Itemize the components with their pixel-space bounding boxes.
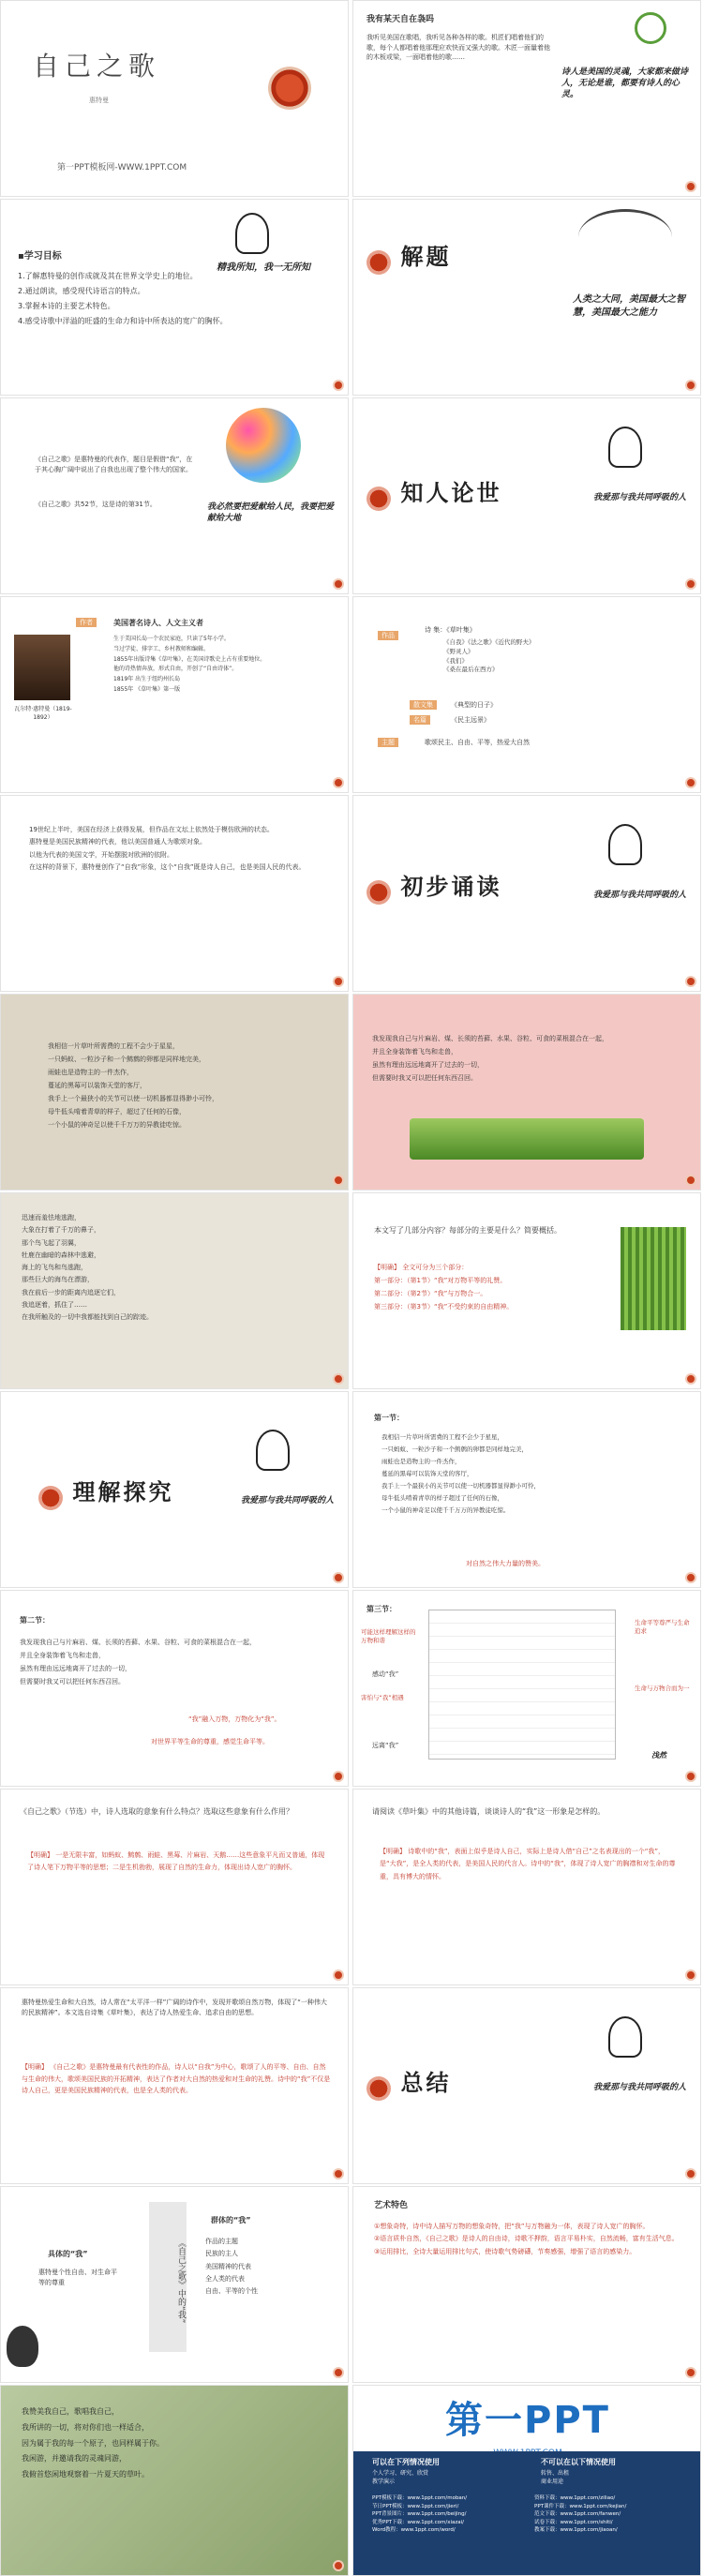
slide-3[interactable] (0, 199, 349, 396)
work-item: 《桑在最后在西方》 (443, 666, 499, 674)
slide-10[interactable] (352, 795, 701, 992)
slide-17[interactable] (0, 1590, 349, 1787)
nav-dot-icon (333, 1969, 344, 1981)
theme: 歌颂民主、自由、平等，热爱大自然 (425, 739, 530, 746)
poem-line: 母牛低头啃着青草的样子超过了任何的石像， (381, 1494, 503, 1502)
title-block (33, 48, 160, 105)
col2-list (541, 2470, 569, 2486)
slide-6[interactable] (352, 397, 701, 594)
point-item: 1855年 《草叶集》第一版 (113, 685, 181, 693)
col2-item: 转售、出租 (541, 2470, 570, 2477)
figure-icon (256, 1430, 290, 1471)
slide-13[interactable] (0, 1192, 349, 1389)
link-item[interactable]: PPT模板下载：www.1ppt.com/moban/ (372, 2495, 468, 2501)
poem-line: 一个小鼠的神奇足以使千千万万的异教徒吃惊。 (381, 1506, 510, 1514)
goal-item: 4.感受诗歌中洋溢的旺盛的生命力和诗中所表达的宽广的胸怀。 (18, 317, 228, 325)
info-panel (353, 2451, 701, 2576)
right-item: 民族的主人 (205, 2250, 238, 2258)
answer-text: 全文可分为三个部分： (402, 1264, 469, 1271)
poem-line: 我在前后一步的距离内追逐它们， (22, 1288, 120, 1296)
right-label: 群体的“我” (211, 2216, 251, 2224)
figure-icon (235, 213, 269, 254)
tag-label: 作者 (76, 618, 97, 627)
poem-line: 蔓延的黑莓可以装饰天堂的客厅， (381, 1470, 473, 1477)
poem-line: 并且全身装饰着飞鸟和走兽， (372, 1048, 457, 1056)
right-item: 全人类的代表 (205, 2274, 245, 2283)
right-note: 生命平等尊严与生命追求 (635, 1619, 690, 1636)
section-title: 总结 (400, 2069, 452, 2096)
book-title: 诗 集：《草叶集》 (425, 626, 476, 634)
poem-line: 我闲游，并邀请我的灵魂同游， (22, 2454, 127, 2464)
poem-line: 一只蚂蚁、一粒沙子和一个鹪鹩的卵都是同样地完美， (381, 1445, 528, 1453)
poem-box (428, 1610, 616, 1760)
nav-dot-icon (333, 2168, 344, 2179)
slide-25[interactable] (0, 2385, 349, 2576)
section-header (366, 477, 502, 511)
point-item: ②语言质朴自然，《自己之歌》是诗人的自由诗，诗歌不押韵，语言平易朴实，自然流畅，富有生活气息。 (374, 2235, 679, 2243)
col2-title: 不可以在以下情况使用 (541, 2458, 616, 2466)
nav-dot-icon (685, 2367, 696, 2378)
poem-line: 那些巨大的海鸟在漂游， (22, 1276, 94, 1284)
left-label-2: 远离“我” (372, 1742, 399, 1749)
line-item: 在这样的背景下，惠特曼创作了“自我”形象，这个“自我”既是诗人自己，也是美国人民的代表。 (29, 862, 306, 871)
col1-list (372, 2470, 428, 2486)
slide-19[interactable] (0, 1789, 349, 1985)
tag-label: 名篇 (410, 715, 430, 725)
part-item: 第三部分：（第3节）“我”不受约束的自由精神。 (374, 1303, 514, 1310)
slide-heading: 第二节： (20, 1616, 50, 1625)
goal-item: 2.通过朗读，感受现代诗语言的特点。 (18, 287, 145, 295)
points-list (374, 2221, 683, 2258)
poem-lines (22, 1212, 331, 1325)
goal-item: 3.掌握本诗的主要艺术特色。 (18, 302, 115, 310)
poem-line: 我发现我自己与片麻岩、煤、长须的苔藓、水果、谷粒、可食的菜根混合在一起， (20, 1639, 256, 1646)
nav-dot-icon (333, 1373, 344, 1385)
slide-1[interactable] (0, 0, 349, 197)
point-item: 生于美国长岛一个农民家庭，只读了5年小学。 (113, 636, 230, 642)
col1-item: 个人学习、研究、欣赏 (372, 2470, 429, 2477)
poem-lines (20, 1636, 329, 1688)
col1-title: 可以在下列情况使用 (372, 2458, 440, 2466)
slide-body: 我听见美国在歌唱，我听见各种各样的歌。机匠们唱着他们的歌，每个人都唱着他那理应欢快而又强大的歌。木匠一面量着他的木板或梁，一面唱着他的歌…… (366, 34, 550, 61)
poem-line: 我手上一个最狭小的关节可以使一切机器都显得渺小可怜， (381, 1482, 540, 1490)
nav-dot-icon (685, 380, 696, 391)
nav-dot-icon (333, 1572, 344, 1583)
poem-line: 我所讲的一切，将对你们也一样适合， (22, 2422, 149, 2432)
point-item: 他的诗热情奔放，形式自由，开创了“自由诗体”。 (113, 666, 238, 673)
col1-item: 教学演示 (372, 2478, 396, 2485)
poem-line: 我追逐着，抓住了…… (22, 1301, 87, 1310)
section-header (366, 2067, 452, 2101)
dragon-icon (578, 209, 672, 265)
slide-16[interactable] (352, 1391, 701, 1588)
slide-12[interactable] (352, 994, 701, 1191)
poem-line: 虽然有理由远远地离开了过去的一切， (372, 1061, 484, 1069)
bamboo-image (621, 1227, 686, 1330)
question-text: 《自己之歌》（节选）中，诗人选取的意象有什么特点？选取这些意象有什么作用？ (20, 1807, 293, 1816)
slide-9[interactable] (0, 795, 349, 992)
poem-line: 我发现我自己与片麻岩、煤、长须的苔藓、水果、谷粒、可食的菜根混合在一起， (372, 1035, 608, 1042)
poem-lines (22, 2404, 331, 2483)
tag-label: 主题 (378, 738, 398, 747)
part-item: 第二部分：（第2节）“我”与万物合一。 (374, 1290, 487, 1297)
slide-heading: ▪学习目标 (18, 251, 62, 262)
answer-text: 诗歌中的“我”，表面上似乎是诗人自己，实际上是诗人借“自己”之名表现出的一个“我”，是“大我”，是全人类的代表，是美国人民的代言人。诗中的“我”，体现了诗人宽广的胸襟和对生命的尊重，具有博大的情怀。 (380, 1848, 676, 1880)
poem-line: 母牛低头啃着青草的样子，超过了任何的石像， (48, 1108, 186, 1116)
slide-26[interactable] (352, 2385, 701, 2576)
tag-label: 作品 (378, 631, 398, 640)
hand-caption: 我爱那与我共同呼吸的人 (593, 493, 687, 502)
slide-5[interactable] (0, 397, 349, 594)
link-item[interactable]: 范文下载：www.1ppt.com/fanwen/ (534, 2511, 621, 2518)
tag-label: 散文集 (410, 700, 437, 710)
section-title: 理解探究 (72, 1478, 174, 1505)
hand-caption: 人类之大同，美国最大之智慧，美国最大之能力 (573, 294, 685, 318)
answer-block (374, 1261, 608, 1313)
hand-caption: 我爱那与我共同呼吸的人 (241, 1496, 335, 1505)
link-item[interactable]: PPT背景图片：www.1ppt.com/beijing/ (372, 2511, 467, 2518)
nav-dot-icon (333, 380, 344, 391)
poem-line: 并且全身装饰着飞鸟和走兽， (20, 1652, 105, 1659)
hand-caption: 我爱那与我共同呼吸的人 (593, 891, 687, 900)
penguin-icon (7, 2326, 38, 2367)
nav-dot-icon (685, 1175, 696, 1186)
slide-heading: 美国著名诗人、人文主义者 (113, 619, 203, 627)
slide-body-2: 《自己之歌》共52节，这是诗的第31节。 (35, 501, 157, 508)
nav-dot-icon (333, 2367, 344, 2378)
goals-list (18, 269, 327, 329)
poem-line: 雨蛙也是造物主的一件杰作， (381, 1458, 461, 1465)
poem-lines (381, 1431, 691, 1517)
answer-tag: 【明确】 (380, 1848, 406, 1855)
answer-text: 一是无限丰富，如蚂蚁、鹪鹩、雨蛙、黑莓、片麻岩、天鹅……这些意象平凡而又普通，体现了诗人笔下万物平等的思想；二是生机勃勃，展现了自然的生命力，体现出诗人宽广的胸怀。 (27, 1851, 325, 1872)
part-item: 第一部分：（第1节）“我”对万物平等的礼赞。 (374, 1277, 507, 1284)
poem-line: 我俯首悠闲地观察着一片夏天的草叶。 (22, 2470, 149, 2479)
poem-line: 但需要时我又可以把任何东西召回。 (372, 1074, 477, 1082)
poem-line: 我相信一片草叶所需费的工程不会少于星星， (48, 1042, 179, 1050)
vertical-title: 《自己之歌》中的“我” (149, 2202, 187, 2352)
brand-logo: 第一PPT (445, 2399, 610, 2442)
links-list (372, 2494, 691, 2535)
slide-body: 惠特曼热爱生命和大自然，诗人常在“太平洋一样”广阔的诗作中，发现并歌颂自然万物，体现了“一种伟大的民族精神”。本文选自诗集《草叶集》，表达了诗人热爱生命、追求自由的思想。 (22, 1999, 327, 2016)
answer-tag: 【明确】 (374, 1264, 400, 1271)
slide-11[interactable] (0, 994, 349, 1191)
answer-block (27, 1850, 327, 1875)
section-dot-icon (38, 1486, 63, 1510)
works-list (443, 638, 631, 675)
poem-line: 那个鸟飞起了羽翼， (22, 1238, 81, 1247)
poem-line: 我赞美我自己，歌唱我自己， (22, 2407, 119, 2416)
slide-14[interactable] (352, 1192, 701, 1389)
poem-lines (48, 1040, 329, 1131)
slide-8[interactable] (352, 596, 701, 793)
point-item: 1855年出版诗集《草叶集》，在美国诗歌史上占有重要地位。 (113, 655, 266, 663)
poem-line: 蔓延的黑莓可以装饰天堂的客厅， (48, 1082, 146, 1089)
nav-dot-icon (333, 777, 344, 788)
answer-tag: 【明确】 (22, 2063, 48, 2071)
poem-line: 在我所触及的一切中我都能找到自己的踪迹。 (22, 1313, 153, 1322)
section-dot-icon (366, 880, 391, 905)
right-item: 自由、平等的个性 (205, 2287, 258, 2296)
slide-4[interactable] (352, 199, 701, 396)
slide-2[interactable] (352, 0, 701, 197)
hand-caption: 我必然要把爱献给人民，我要把爱献给大地 (207, 502, 335, 524)
left-label: 具体的“我” (48, 2250, 88, 2258)
poem-line: 海上的飞鸟和鸟逃跑， (22, 1264, 87, 1272)
question-text: 请阅读《草叶集》中的其他诗篇，谈谈诗人的“我”这一形象是怎样的。 (372, 1807, 606, 1816)
slide-21[interactable] (0, 1987, 349, 2184)
link-item[interactable]: 教案下载：www.1ppt.com/jiaoan/ (534, 2527, 618, 2534)
poem-line: 因为属于我的每一个原子，也同样属于你。 (22, 2438, 164, 2448)
work-item: 《我们》 (443, 656, 468, 665)
left-note: 可能这样理解这样的万物和谐 (361, 1628, 416, 1645)
line-item: 以他为代表的美国文学，开始摆脱对欧洲的依附。 (29, 850, 173, 859)
poem-line: 牡鹿在幽暗的森林中逃避， (22, 1251, 100, 1259)
portrait-image (14, 635, 70, 700)
slide-heading: 艺术特色 (374, 2201, 409, 2210)
poem-line: 大象在打着了千万的鼻子， (22, 1226, 100, 1235)
point-item: 1819年 出生于纽约州长岛 (113, 676, 181, 683)
note-text-2: 对世界平等生命的尊重，感觉生命平等。 (151, 1738, 269, 1745)
section-header (366, 871, 502, 905)
poem-lines (372, 1032, 681, 1085)
answer-block (380, 1846, 680, 1883)
nav-dot-icon (685, 181, 696, 192)
answer-text: 《自己之歌》是惠特曼最有代表性的作品，诗人以“自我”为中心，歌颂了人的平等、自由、自然与生命的伟大，歌颂美国民族的开拓精神，表达了作者对大自然的热爱和对生命的礼赞。诗中的“我”不仅是诗人自己，更是美国民族精神的代表，也是全人类的代表。 (22, 2063, 331, 2095)
slide-heading: 第一节： (374, 1414, 404, 1422)
nav-dot-icon (685, 1969, 696, 1981)
nav-dot-icon (685, 578, 696, 590)
left-label: 感动“我” (372, 1670, 399, 1678)
section-header (38, 1476, 174, 1510)
section-title: 知人论世 (400, 479, 502, 506)
point-item: 当过学徒、排字工、乡村教师和编辑。 (113, 645, 210, 652)
link-item[interactable]: 优秀PPT下载：www.1ppt.com/xiazai/ (372, 2519, 465, 2525)
nav-dot-icon (333, 2560, 344, 2571)
slide-22[interactable] (352, 1987, 701, 2184)
logo-area (353, 2386, 701, 2451)
right-list (205, 2236, 337, 2298)
slide-23[interactable] (0, 2186, 349, 2383)
left-sub: 惠特曼个性自由、对生命平等的尊重 (38, 2269, 117, 2286)
poem-line: 我相信一片草叶所需费的工程不会少于星星， (381, 1433, 503, 1441)
slide-15[interactable] (0, 1391, 349, 1588)
hand-caption: 诗人是美国的灵魂，大家都来做诗人，无论是谁，都要有诗人的心灵。 (561, 67, 689, 100)
hand-caption: 精我所知，我一无所知 (217, 262, 310, 273)
section-title: 解题 (400, 243, 452, 270)
lines-list (29, 824, 329, 874)
nav-dot-icon (333, 578, 344, 590)
right-item: 作品的主题 (205, 2238, 238, 2245)
col2-item: 商业用途 (541, 2478, 564, 2485)
section-title: 初步诵读 (400, 873, 502, 900)
link-item[interactable]: 节日PPT模板：www.1ppt.com/jieri/ (372, 2503, 459, 2509)
smile-icon (635, 12, 666, 44)
nav-dot-icon (685, 976, 696, 987)
answer-block (22, 2061, 331, 2097)
points-list (113, 635, 338, 696)
link-item[interactable]: PPT课件下载：www.1ppt.com/kejian/ (534, 2503, 627, 2509)
question-text: 本文写了几部分内容？每部分的主要是什么？简要概括。 (374, 1226, 561, 1235)
section-dot-icon (366, 487, 391, 511)
figure-icon (608, 824, 642, 865)
nav-dot-icon (685, 2168, 696, 2179)
line-item: 惠特曼是美国民族精神的代表，他以美国普通人为歌颂对象。 (29, 838, 206, 846)
leaf-image (410, 1118, 644, 1160)
nav-dot-icon (685, 777, 696, 788)
poem-line: 雨蛙也是造物主的一件杰作， (48, 1069, 133, 1076)
signature: 浅然 (651, 1750, 666, 1760)
slide-heading: 我有某天自在袅吗 (366, 15, 435, 24)
section-dot-icon (366, 250, 391, 275)
work-item: 《野灵人》 (443, 647, 474, 655)
balloons-icon (226, 408, 301, 483)
author: 惠特曼 (89, 96, 109, 104)
hand-caption: 我爱那与我共同呼吸的人 (593, 2083, 687, 2092)
slide-7[interactable] (0, 596, 349, 793)
poem-line: 迅速而羞怯地逃跑， (22, 1214, 81, 1221)
right-item: 美国精神的代表 (205, 2262, 251, 2270)
section-dot-icon (366, 2076, 391, 2101)
nav-dot-icon (685, 1572, 696, 1583)
line-item: 19世纪上半叶，美国在经济上获得发展，但作品在文坛上依然处于模仿欧洲的状态。 (29, 826, 274, 833)
famous: 《民主远景》 (451, 716, 490, 724)
nav-dot-icon (333, 1175, 344, 1186)
prose: 《典型的日子》 (451, 701, 497, 709)
poem-line: 但需要时我又可以把任何东西召回。 (20, 1678, 125, 1685)
link-item[interactable]: 资料下载：www.1ppt.com/ziliao/ (534, 2495, 616, 2501)
nav-dot-icon (685, 1771, 696, 1782)
seal-icon (268, 67, 311, 110)
slide-body: 《自己之歌》是惠特曼的代表作，题目是假借“我”，在于其心胸广阔中说出了自我也出现了整个伟大的国家。 (35, 456, 193, 473)
answer-tag: 【明确】 (27, 1851, 53, 1859)
note-text: “我”融入万物，万物化为“我”。 (188, 1715, 281, 1723)
link-item[interactable]: 试卷下载：www.1ppt.com/shiti/ (534, 2519, 613, 2525)
figure-icon (608, 2016, 642, 2058)
slide-18[interactable] (352, 1590, 701, 1787)
poem-line: 虽然有理由远远地离开了过去的一切， (20, 1665, 131, 1672)
poem-line: 一个小鼠的神奇足以使千千万万的异教徒吃惊。 (48, 1121, 186, 1129)
right-note-2: 生命与万物合而为一 (635, 1685, 690, 1692)
note-text: 对自然之伟大力量的赞美。 (466, 1560, 545, 1567)
slide-heading: 第三节： (366, 1605, 396, 1613)
portrait-label: 瓦尔特·惠特曼（1819-1892） (14, 706, 72, 721)
section-header (366, 241, 452, 275)
slide-24[interactable] (352, 2186, 701, 2383)
slide-title: 自己之歌 (33, 51, 161, 82)
point-item: ①想象奇特，诗中诗人描写万物的想象奇特，把“我”与万物融为一体，表现了诗人宽广的胸怀。 (374, 2223, 650, 2230)
work-item: 《自我》《法之歌》《近代的野夫》 (443, 638, 535, 646)
poem-line: 我手上一个最狭小的关节可以使一切机器都显得渺小可怜， (48, 1095, 218, 1102)
slide-20[interactable] (352, 1789, 701, 1985)
footer-url[interactable]: 第一PPT模板网-WWW.1PPT.COM (57, 163, 187, 172)
link-item[interactable]: Word教程：www.1ppt.com/word/ (372, 2527, 456, 2534)
poem-line: 一只蚂蚁、一粒沙子和一个鹪鹩的卵都是同样地完美， (48, 1056, 205, 1063)
point-item: ③运用排比，全诗大量运用排比句式，使诗歌气势磅礴，节奏感强，增强了语言的感染力。 (374, 2247, 636, 2255)
left-note-2: 害怕与“我”相遇 (361, 1694, 404, 1701)
nav-dot-icon (333, 976, 344, 987)
figure-icon (608, 427, 642, 468)
nav-dot-icon (685, 1373, 696, 1385)
goal-item: 1.了解惠特曼的创作成就及其在世界文学史上的地位。 (18, 272, 198, 280)
nav-dot-icon (333, 1771, 344, 1782)
